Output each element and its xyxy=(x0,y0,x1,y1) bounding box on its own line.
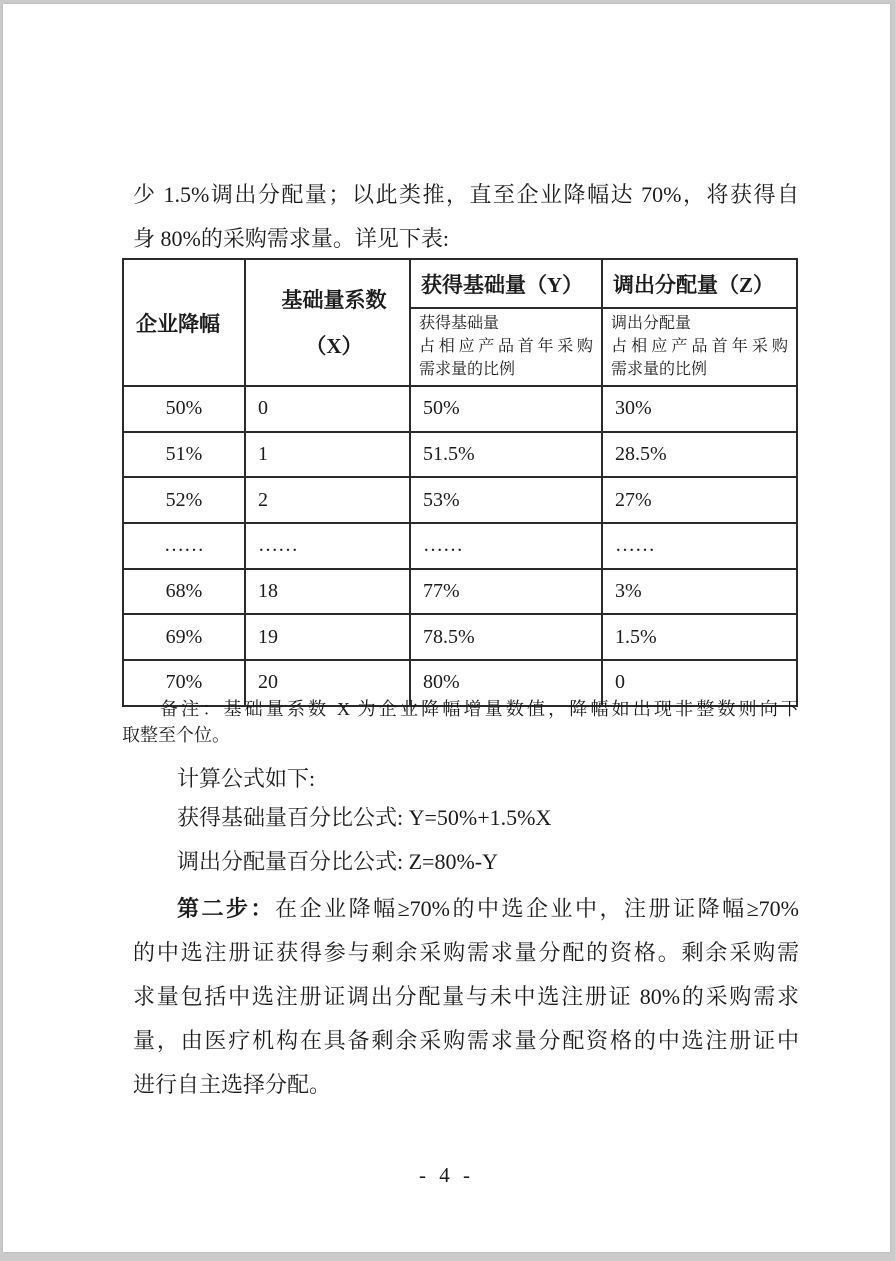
page-number: - 4 - xyxy=(419,1163,474,1187)
step2-line-4: 量，由医疗机构在具备剩余采购需求量分配资格的中选注册证中 xyxy=(133,1028,799,1053)
table-note xyxy=(122,696,799,748)
formula-base-quantity: 获得基础量百分比公式: Y=50%+1.5%X xyxy=(177,805,552,830)
table-cell: 3% xyxy=(602,569,797,615)
table-cell: 51% xyxy=(123,432,245,478)
table-cell: 52% xyxy=(123,477,245,523)
step2-line-3: 求量包括中选注册证调出分配量与未中选注册证 80%的采购需求 xyxy=(133,984,800,1009)
intro-line-2: 身 80%的采购需求量。详见下表: xyxy=(133,226,449,251)
table-row xyxy=(123,523,797,569)
table-cell: 0 xyxy=(245,386,410,432)
header-base-coefficient-line2: （X） xyxy=(305,333,363,358)
table-cell: 70% xyxy=(123,660,245,706)
header-base-quantity-title: 获得基础量（Y） xyxy=(410,259,602,308)
table-cell: 0 xyxy=(602,660,797,706)
header-base-coefficient-line1: 基础量系数 xyxy=(281,287,387,312)
transfer-sub-line1: 调出分配量 xyxy=(611,315,692,332)
step2-line1-rest: 在企业降幅≥70%的中选企业中，注册证降幅≥70% xyxy=(275,896,799,921)
header-transfer-quantity-subtitle xyxy=(602,308,797,386)
table-cell: 1.5% xyxy=(602,614,797,660)
header-base-quantity-subtitle xyxy=(410,308,602,386)
intro-paragraph xyxy=(133,173,799,261)
header-enterprise-reduction: 企业降幅 xyxy=(123,259,245,386)
table-cell: …… xyxy=(602,523,797,569)
step2-lead: 第二步： xyxy=(177,896,276,921)
table-cell: 69% xyxy=(123,614,245,660)
note-line-2: 取整至个位。 xyxy=(122,725,230,745)
table-cell: 1 xyxy=(245,432,410,478)
table-row xyxy=(123,614,797,660)
transfer-sub-line2: 占相应产品首年采购 xyxy=(611,338,788,355)
table-cell: …… xyxy=(123,523,245,569)
table-cell: 28.5% xyxy=(602,432,797,478)
intro-line-1: 少 1.5%调出分配量；以此类推，直至企业降幅达 70%，将获得自 xyxy=(133,182,799,207)
formula-intro: 计算公式如下: xyxy=(177,766,316,791)
table-row xyxy=(123,477,797,523)
base-sub-line2: 占相应产品首年采购 xyxy=(419,338,593,355)
table-row xyxy=(123,432,797,478)
formula-transfer-quantity: 调出分配量百分比公式: Z=80%-Y xyxy=(177,849,498,874)
table-cell: …… xyxy=(410,523,602,569)
allocation-table xyxy=(122,258,798,707)
transfer-sub-line3: 需求量的比例 xyxy=(611,361,708,378)
step2-line-2: 的中选注册证获得参与剩余采购需求量分配的资格。剩余采购需 xyxy=(133,940,799,965)
step2-line-5: 进行自主选择分配。 xyxy=(133,1072,332,1097)
table-cell: 30% xyxy=(602,386,797,432)
step2-paragraph xyxy=(133,887,799,1107)
table-cell: 53% xyxy=(410,477,602,523)
table-row xyxy=(123,386,797,432)
step2-line-1 xyxy=(133,887,799,931)
table-cell: 50% xyxy=(123,386,245,432)
table-cell: 80% xyxy=(410,660,602,706)
table-cell: 19 xyxy=(245,614,410,660)
table-cell: 27% xyxy=(602,477,797,523)
table-cell: 20 xyxy=(245,660,410,706)
header-transfer-quantity-title: 调出分配量（Z） xyxy=(602,259,797,308)
base-sub-line3: 需求量的比例 xyxy=(419,361,516,378)
table-cell: 2 xyxy=(245,477,410,523)
table-body xyxy=(123,386,797,706)
table-cell: 78.5% xyxy=(410,614,602,660)
table-cell: 51.5% xyxy=(410,432,602,478)
table-cell: 18 xyxy=(245,569,410,615)
base-sub-line1: 获得基础量 xyxy=(419,315,500,332)
note-line-1: 备注：基础量系数 X 为企业降幅增量数值，降幅如出现非整数则向下 xyxy=(160,699,799,719)
table-row xyxy=(123,569,797,615)
table-cell: 50% xyxy=(410,386,602,432)
table-cell: …… xyxy=(245,523,410,569)
table-cell: 68% xyxy=(123,569,245,615)
table-header xyxy=(123,259,797,386)
document-page xyxy=(3,4,890,1252)
header-base-coefficient xyxy=(245,259,410,386)
table-cell: 77% xyxy=(410,569,602,615)
